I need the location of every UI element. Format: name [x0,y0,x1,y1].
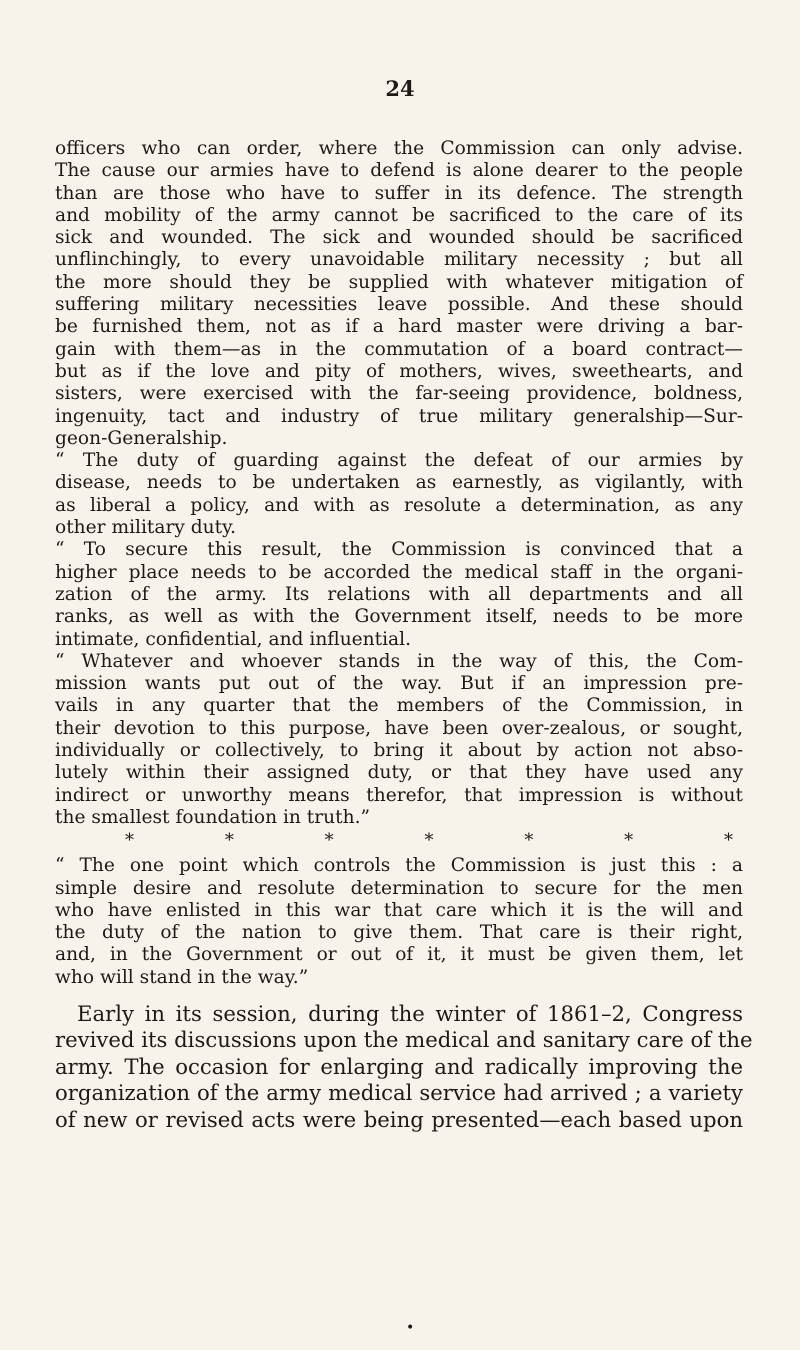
text-line: unflinchingly, to every unavoidable military necessity ; but all [55,249,743,271]
text-line: “ Whatever and whoever stands in the way of this, the Com- [55,650,743,672]
footer-mark: • [406,1320,415,1336]
text-line: officers who can order, where the Commission can only advise. [55,138,743,159]
text-line: but as if the love and pity of mothers, wives, sweethearts, and [55,360,743,382]
asterisk: * [524,830,534,852]
page-number: 24 [385,76,415,101]
paragraph-gap [55,989,743,1001]
text-line: zation of the army. Its relations with all departments and all [55,583,743,605]
text-line: ingenuity, tact and industry of true military generalship—Sur- [55,405,743,427]
asterisk: * [324,830,334,852]
quote-paragraph-1 [55,138,743,450]
quote-paragraph-5 [55,855,743,989]
text-line: individually or collectively, to bring it about by action not abso- [55,740,743,762]
section-break-asterisks [55,831,743,851]
asterisk: * [224,830,234,852]
text-line: “ The one point which controls the Commission is just this : a [55,855,743,877]
text-line: revived its discussions upon the medical and sanitary care of the [55,1027,753,1053]
text-line: the smallest foundation in truth.” [55,806,370,828]
text-line: army. The occasion for enlarging and radically improving the [55,1053,743,1079]
asterisk: * [424,830,434,852]
text-line: lutely within their assigned duty, or that they have used any [55,762,743,784]
text-line: the more should they be supplied with whatever mitigation of [55,271,743,293]
quote-paragraph-4 [55,651,743,829]
text-line: disease, needs to be undertaken as earnestly, as vigilantly, with [55,472,743,494]
text-line: and, in the Government or out of it, it must be given them, let [55,944,743,966]
text-line: mission wants put out of the way. But if an impression pre- [55,673,743,695]
text-line: the duty of the nation to give them. That care is their right, [55,922,743,944]
text-line: organization of the army medical service had arrived ; a variety [55,1080,743,1106]
text-line: be furnished them, not as if a hard master were driving a bar- [55,316,743,338]
text-line: intimate, confidential, and influential. [55,628,412,650]
text-line: indirect or unworthy means therefor, that impression is without [55,784,743,806]
text-line: who have enlisted in this war that care which it is the will and [55,899,743,921]
text-line: their devotion to this purpose, have been over-zealous, or sought, [55,717,743,739]
text-line: and mobility of the army cannot be sacrificed to the care of its [55,204,743,226]
text-line: “ The duty of guarding against the defeat of our armies by [55,450,743,472]
text-line: suffering military necessities leave possible. And these should [55,294,743,316]
page-text [55,138,753,1133]
text-line: as liberal a policy, and with as resolute a determination, as any [55,494,743,516]
asterisk: * [624,830,634,852]
text-line: sick and wounded. The sick and wounded should be sacrificed [55,227,743,249]
quote-paragraph-2 [55,450,743,539]
text-line: ranks, as well as with the Government itself, needs to be more [55,606,743,628]
text-line: “ To secure this result, the Commission is convinced that a [55,539,743,561]
asterisk: * [125,830,134,852]
text-line: simple desire and resolute determination to secure for the men [55,877,743,899]
asterisk: * [723,830,733,852]
quote-paragraph-3 [55,539,743,650]
text-line: geon-Generalship. [55,427,228,449]
text-line: gain with them—as in the commutation of a board contract— [55,338,743,360]
text-line: higher place needs to be accorded the medical staff in the organi- [55,561,743,583]
text-line: of new or revised acts were being presented—each based upon [55,1106,743,1132]
text-line: other military duty. [55,517,237,539]
text-line: sisters, were exercised with the far-seeing providence, boldness, [55,383,743,405]
text-line: The cause our armies have to defend is alone dearer to the people [55,160,743,182]
text-line: vails in any quarter that the members of the Commission, in [55,695,743,717]
text-line: Early in its session, during the winter of 1861–2, Congress [77,1000,743,1026]
text-line: than are those who have to suffer in its defence. The strength [55,182,743,204]
text-line: who will stand in the way.” [55,966,309,988]
body-paragraph [55,1000,753,1133]
